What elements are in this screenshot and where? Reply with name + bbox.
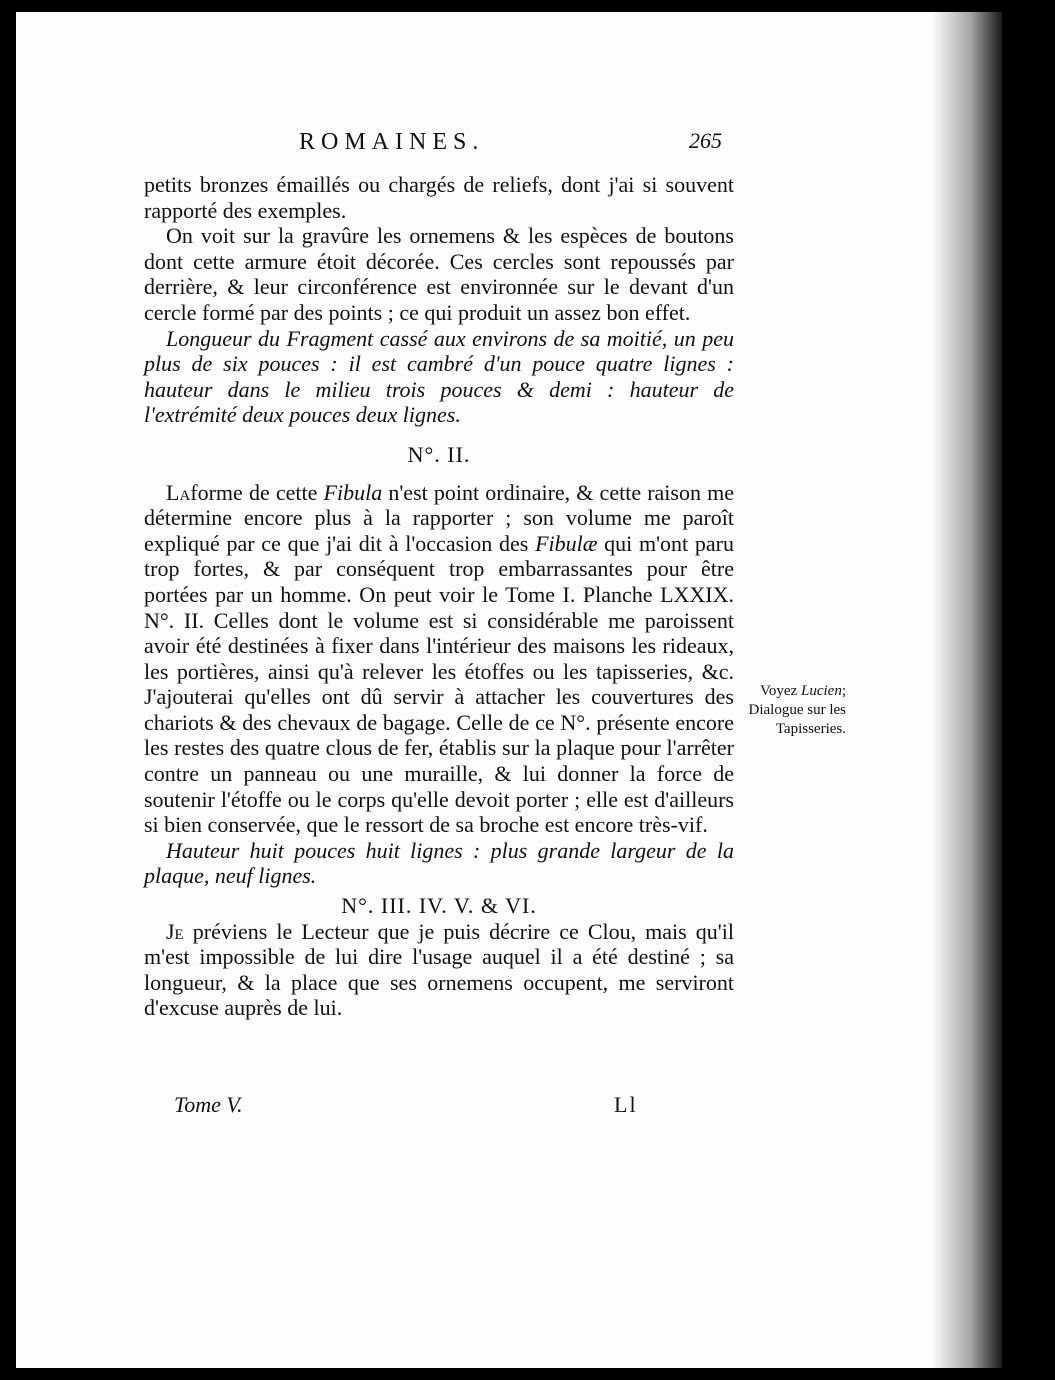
paragraph-6: [144, 919, 734, 1021]
paragraph-4-part-a: forme de cette: [190, 479, 324, 505]
paragraph-1: petits bronzes émaillés ou chargés de reliefs, dont j'ai si souvent rapporté des exemples.: [144, 172, 734, 223]
tome-label: Tome V.: [174, 1092, 243, 1117]
measurements-2: Hauteur huit pouces huit lignes : plus grande largeur de la plaque, neuf lignes.: [144, 837, 734, 889]
paragraph-4: [144, 480, 734, 838]
term-fibulae: Fibulæ: [535, 530, 598, 556]
measurements-1: Longueur du Fragment cassé aux environs de sa moitié, un peu plus de six pouces : il est cambré d'un pouce quatre lignes : hauteur dans le milieu trois pouces & demi : hauteur de l'extrémité deux pouces deux lignes.: [144, 325, 734, 428]
running-head: ROMAINES.: [299, 129, 485, 155]
paragraph-6-text: préviens le Lecteur que je puis décrire ce Clou, mais qu'il m'est impossible de lui dire l'usage auquel il a été destiné ; sa longueur, & la place que ses ornemens occupent, me serviront d'excuse auprès de lui.: [144, 918, 734, 1021]
book-page: [16, 12, 1002, 1368]
section-heading-2: N°. II.: [407, 441, 471, 467]
term-fibula: Fibula: [323, 479, 383, 505]
paragraph-4-part-c: qui m'ont paru trop fortes, & par conséquent trop embarrassantes pour être portées par un homme. On peut voir le Tome I. Planche LXXIX. N°. II. Celles dont le volume est si considérable me paroissent avoir été destinées à fixer dans l'intérieur des maisons les rideaux, les portières, ainsi qu'à relever les étoffes ou les tapisseries, &c. J'ajouterai qu'elles ont dû servir à attacher les couvertures des chariots & des chevaux de bagage. Celle de ce N°. présente encore les restes des quatre clous de fer, établis sur la plaque pour l'arrêter contre un panneau ou une muraille, & lui donner la force de soutenir l'étoffe ou le corps qu'elle devoit porter ; elle est d'ailleurs si bien conservée, que le ressort de sa broche est encore très-vif.: [144, 530, 734, 838]
page-header: [144, 130, 734, 160]
page-number: 265: [689, 128, 722, 153]
section-heading-3: N°. III. IV. V. & VI.: [341, 893, 537, 919]
page-footer: [144, 1092, 734, 1122]
margin-note: [706, 682, 846, 739]
margin-note-suffix: ; Dialogue sur les Tapisseries.: [748, 683, 846, 737]
margin-note-author: Lucien: [801, 683, 842, 699]
margin-note-prefix: Voyez: [760, 683, 801, 699]
paragraph-2: On voit sur la gravûre les ornemens & les espèces de boutons dont cette armure étoit décorée. Ces cercles sont repoussés par derrière, & leur circonférence est environnée sur le devant d'un cercle formé par des points ; ce qui produit un assez bon effet.: [144, 223, 734, 325]
page-edge-shadow: [932, 12, 1002, 1368]
paragraph-4-part-b: n'est point ordinaire, & cette raison me détermine encore plus à la rapporter ; son volume me paroît expliqué par ce que j'ai dit à l'occasion des: [144, 479, 735, 556]
page-content: [144, 172, 734, 1021]
drop-cap: La: [166, 479, 191, 505]
signature-mark: Ll: [614, 1092, 638, 1117]
drop-cap: Je: [166, 918, 184, 944]
